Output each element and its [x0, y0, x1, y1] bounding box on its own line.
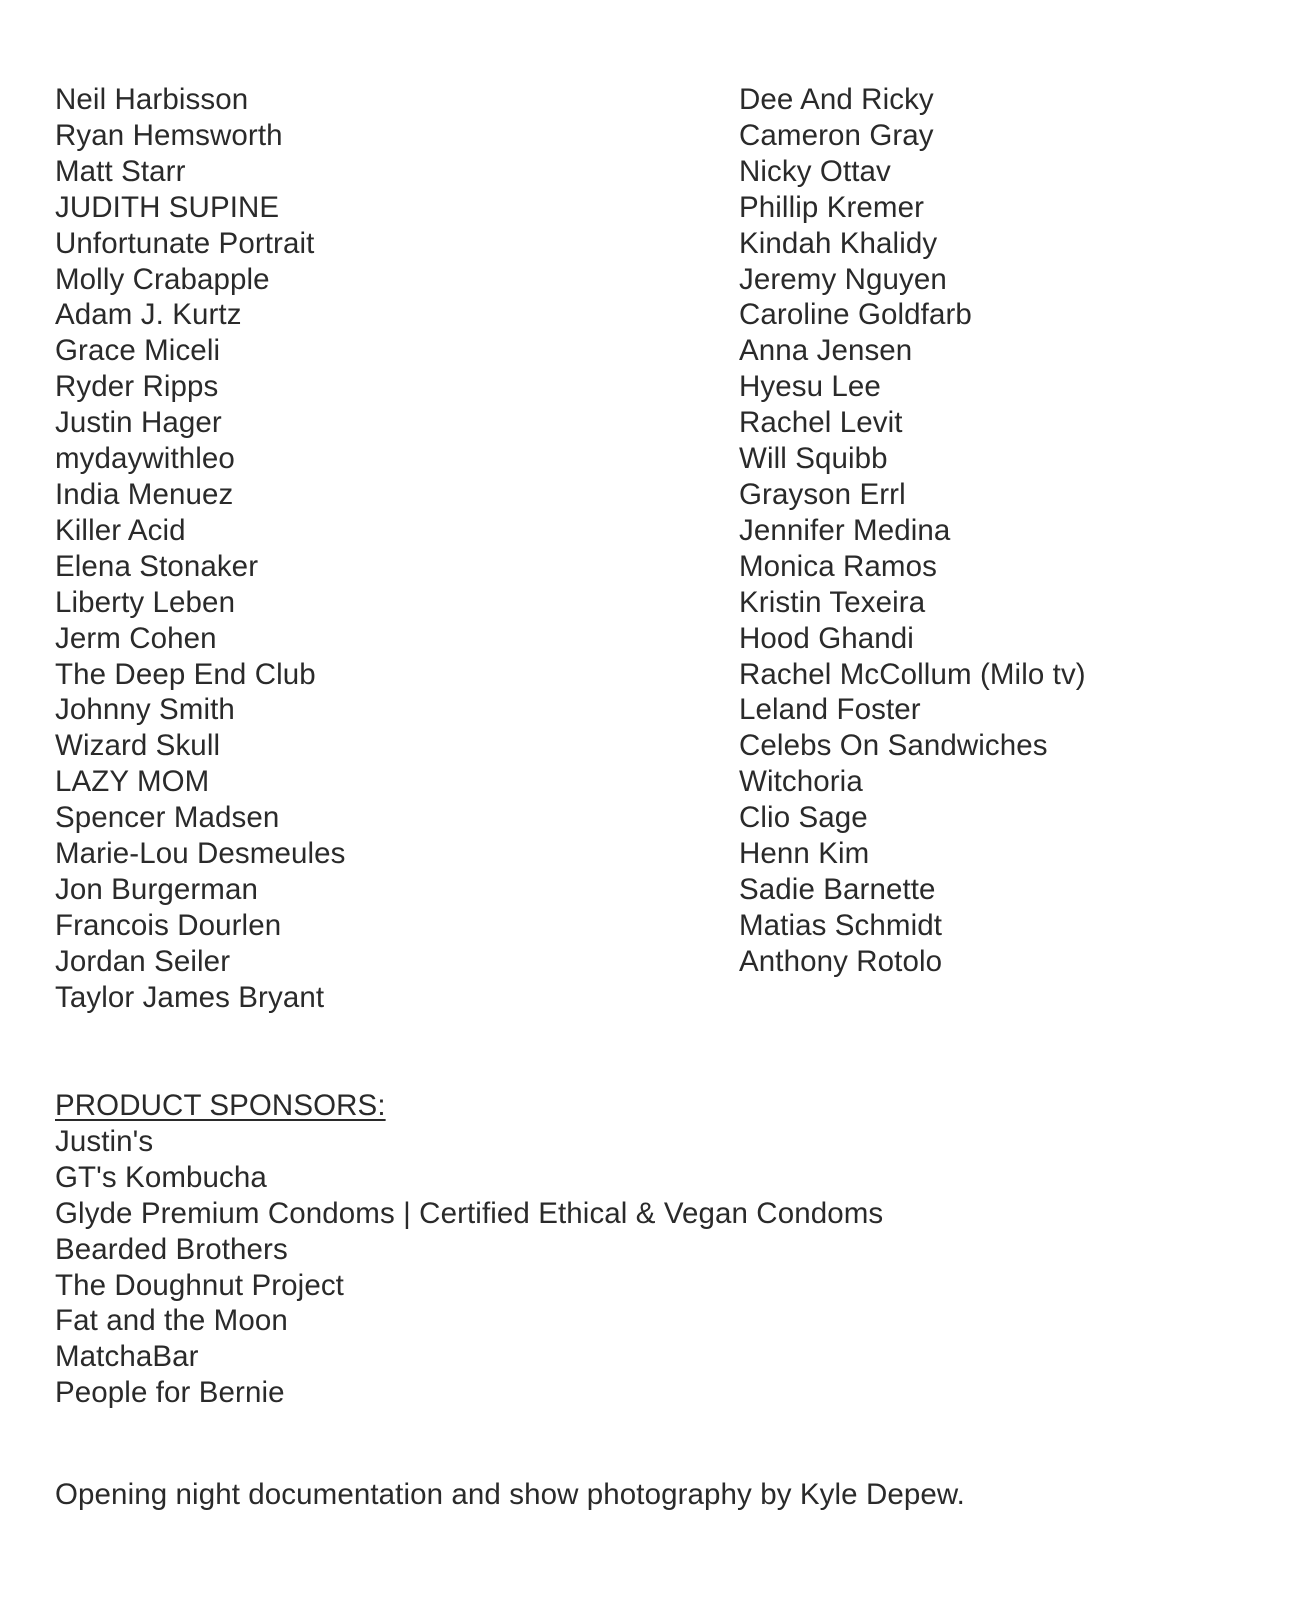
- artist-name: Grace Miceli: [55, 334, 221, 368]
- sponsor-name: Fat and the Moon: [55, 1304, 288, 1338]
- artist-name: Jennifer Medina: [739, 513, 951, 547]
- product-sponsors-section: [55, 1088, 1255, 1411]
- artist-name: Jordan Seiler: [55, 944, 231, 978]
- sponsor-name: The Doughnut Project: [55, 1268, 344, 1302]
- artist-name: Leland Foster: [739, 693, 921, 727]
- sponsor-name: Bearded Brothers: [55, 1232, 288, 1266]
- sponsors-heading: PRODUCT SPONSORS:: [55, 1089, 386, 1122]
- artist-name: Ryder Ripps: [55, 370, 219, 404]
- artist-name: Johnny Smith: [55, 693, 235, 727]
- artist-name: Kindah Khalidy: [739, 226, 938, 260]
- artist-name: Elena Stonaker: [55, 549, 259, 583]
- artist-name: Justin Hager: [55, 406, 222, 440]
- artist-name: Clio Sage: [739, 801, 868, 835]
- artist-name: Caroline Goldfarb: [739, 298, 972, 332]
- sponsor-name: Glyde Premium Condoms | Certified Ethical & Vegan Condoms: [55, 1196, 884, 1230]
- artist-name: Nicky Ottav: [739, 154, 891, 188]
- artist-name: mydaywithleo: [55, 442, 235, 476]
- artist-name: Rachel Levit: [739, 406, 903, 440]
- artist-name: Marie-Lou Desmeules: [55, 837, 346, 871]
- artist-name: Celebs On Sandwiches: [739, 729, 1048, 763]
- artist-name: Phillip Kremer: [739, 190, 925, 224]
- artist-name: Spencer Madsen: [55, 801, 280, 835]
- artist-name: Cameron Gray: [739, 118, 934, 152]
- artist-name: Matt Starr: [55, 154, 186, 188]
- artist-name: Neil Harbisson: [55, 83, 249, 116]
- artist-name: Liberty Leben: [55, 585, 236, 619]
- artist-name: Killer Acid: [55, 513, 186, 547]
- sponsor-name: People for Bernie: [55, 1376, 285, 1410]
- artist-name: Jeremy Nguyen: [739, 262, 947, 296]
- artist-name: Witchoria: [739, 765, 863, 799]
- artist-name: Sadie Barnette: [739, 872, 936, 906]
- sponsor-name: Justin's: [55, 1124, 154, 1158]
- artist-name: India Menuez: [55, 477, 234, 511]
- artist-list-left: [55, 82, 695, 1016]
- artist-name: Kristin Texeira: [739, 585, 926, 619]
- artist-name: LAZY MOM: [55, 765, 210, 799]
- artist-name: Anthony Rotolo: [739, 944, 943, 978]
- sponsor-name: MatchaBar: [55, 1340, 199, 1374]
- artist-name: Hyesu Lee: [739, 370, 881, 404]
- artist-name: The Deep End Club: [55, 657, 316, 691]
- artist-name: Unfortunate Portrait: [55, 226, 315, 260]
- artist-name: JUDITH SUPINE: [55, 190, 280, 224]
- artist-name: Ryan Hemsworth: [55, 118, 283, 152]
- artist-name: Molly Crabapple: [55, 262, 270, 296]
- artist-name: Will Squibb: [739, 442, 888, 476]
- artist-name: Hood Ghandi: [739, 621, 914, 655]
- photography-credit: Opening night documentation and show photography by Kyle Depew.: [55, 1477, 965, 1511]
- sponsor-name: GT's Kombucha: [55, 1160, 267, 1194]
- sponsor-list: [55, 1124, 1255, 1411]
- artist-name: Adam J. Kurtz: [55, 298, 242, 332]
- artist-name: Wizard Skull: [55, 729, 221, 763]
- artist-name: Matias Schmidt: [739, 908, 943, 942]
- artist-name: Monica Ramos: [739, 549, 937, 583]
- artist-name: Henn Kim: [739, 837, 870, 871]
- artist-name: Jerm Cohen: [55, 621, 217, 655]
- artist-name: Taylor James Bryant: [55, 980, 325, 1014]
- artist-name: Francois Dourlen: [55, 908, 282, 942]
- artist-name: Jon Burgerman: [55, 872, 258, 906]
- artist-name: Dee And Ricky: [739, 83, 934, 116]
- artist-name: Grayson Errl: [739, 477, 906, 511]
- artist-name: Anna Jensen: [739, 334, 913, 368]
- artist-list-right: [739, 82, 1279, 980]
- artist-name: Rachel McCollum (Milo tv): [739, 657, 1086, 691]
